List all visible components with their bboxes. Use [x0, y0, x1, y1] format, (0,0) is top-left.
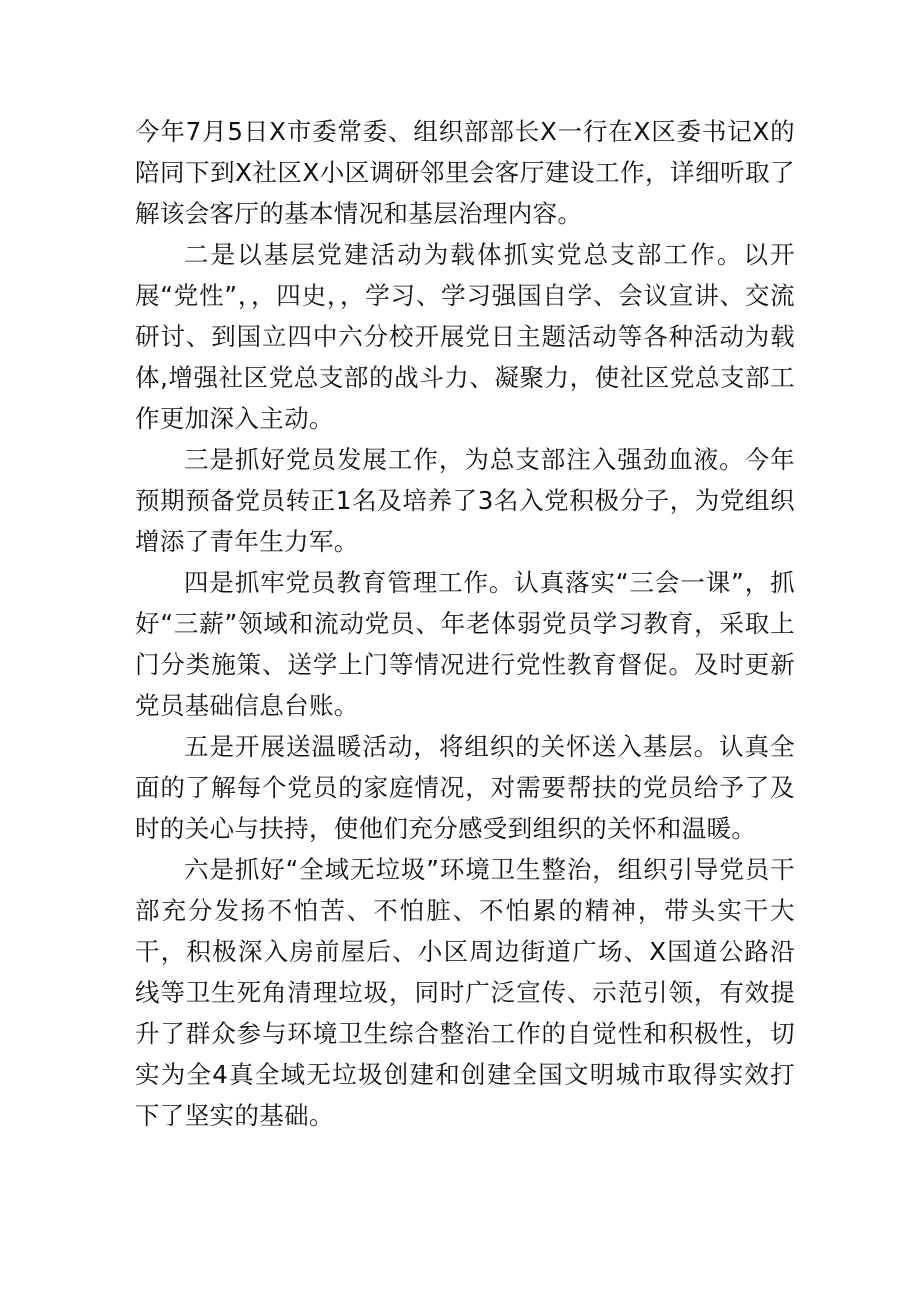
paragraph-warmth-activities: 五是开展送温暖活动，将组织的关怀送入基层。认真全面的了解每个党员的家庭情况，对需要帮扶的党员给予了及时的关心与扶持，使他们充分感受到组织的关怀和温暖。 — [135, 732, 795, 843]
document-body — [135, 111, 795, 1136]
paragraph-party-activities: 二是以基层党建活动为载体抓实党总支部工作。以开展“党性”，，四史，，学习、学习强国自学、会议宣讲、交流研讨、到国立四中六分校开展党日主题活动等各种活动为载体,增强社区党总支部的战斗力、凝聚力，使社区党总支部工作更加深入主动。 — [135, 240, 795, 433]
paragraph-member-education: 四是抓牢党员教育管理工作。认真落实“三会一课”，抓好“三薪”领域和流动党员、年老体弱党员学习教育，采取上门分类施策、送学上门等情况进行党性教育督促。及时更新党员基础信息台账。 — [135, 568, 795, 720]
paragraph-visit-report: 今年7月5日X市委常委、组织部部长X一行在X区委书记X的陪同下到X社区X小区调研邻里会客厅建设工作，详细听取了解该会客厅的基本情况和基层治理内容。 — [135, 117, 795, 228]
paragraph-member-development: 三是抓好党员发展工作，为总支部注入强劲血液。今年预期预备党员转正1名及培养了3名入党积极分子，为党组织增添了青年生力军。 — [135, 445, 795, 556]
paragraph-environment-cleanup: 六是抓好“全域无垃圾”环境卫生整治，组织引导党员干部充分发扬不怕苦、不怕脏、不怕累的精神，带头实干大干，积极深入房前屋后、小区周边街道广场、X国道公路沿线等卫生死角清理垃圾，同时广泛宣传、示范引领，有效提升了群众参与环境卫生综合整治工作的自觉性和积极性，切实为全4真全域无垃圾创建和创建全国文明城市取得实效打下了坚实的基础。 — [135, 855, 795, 1130]
